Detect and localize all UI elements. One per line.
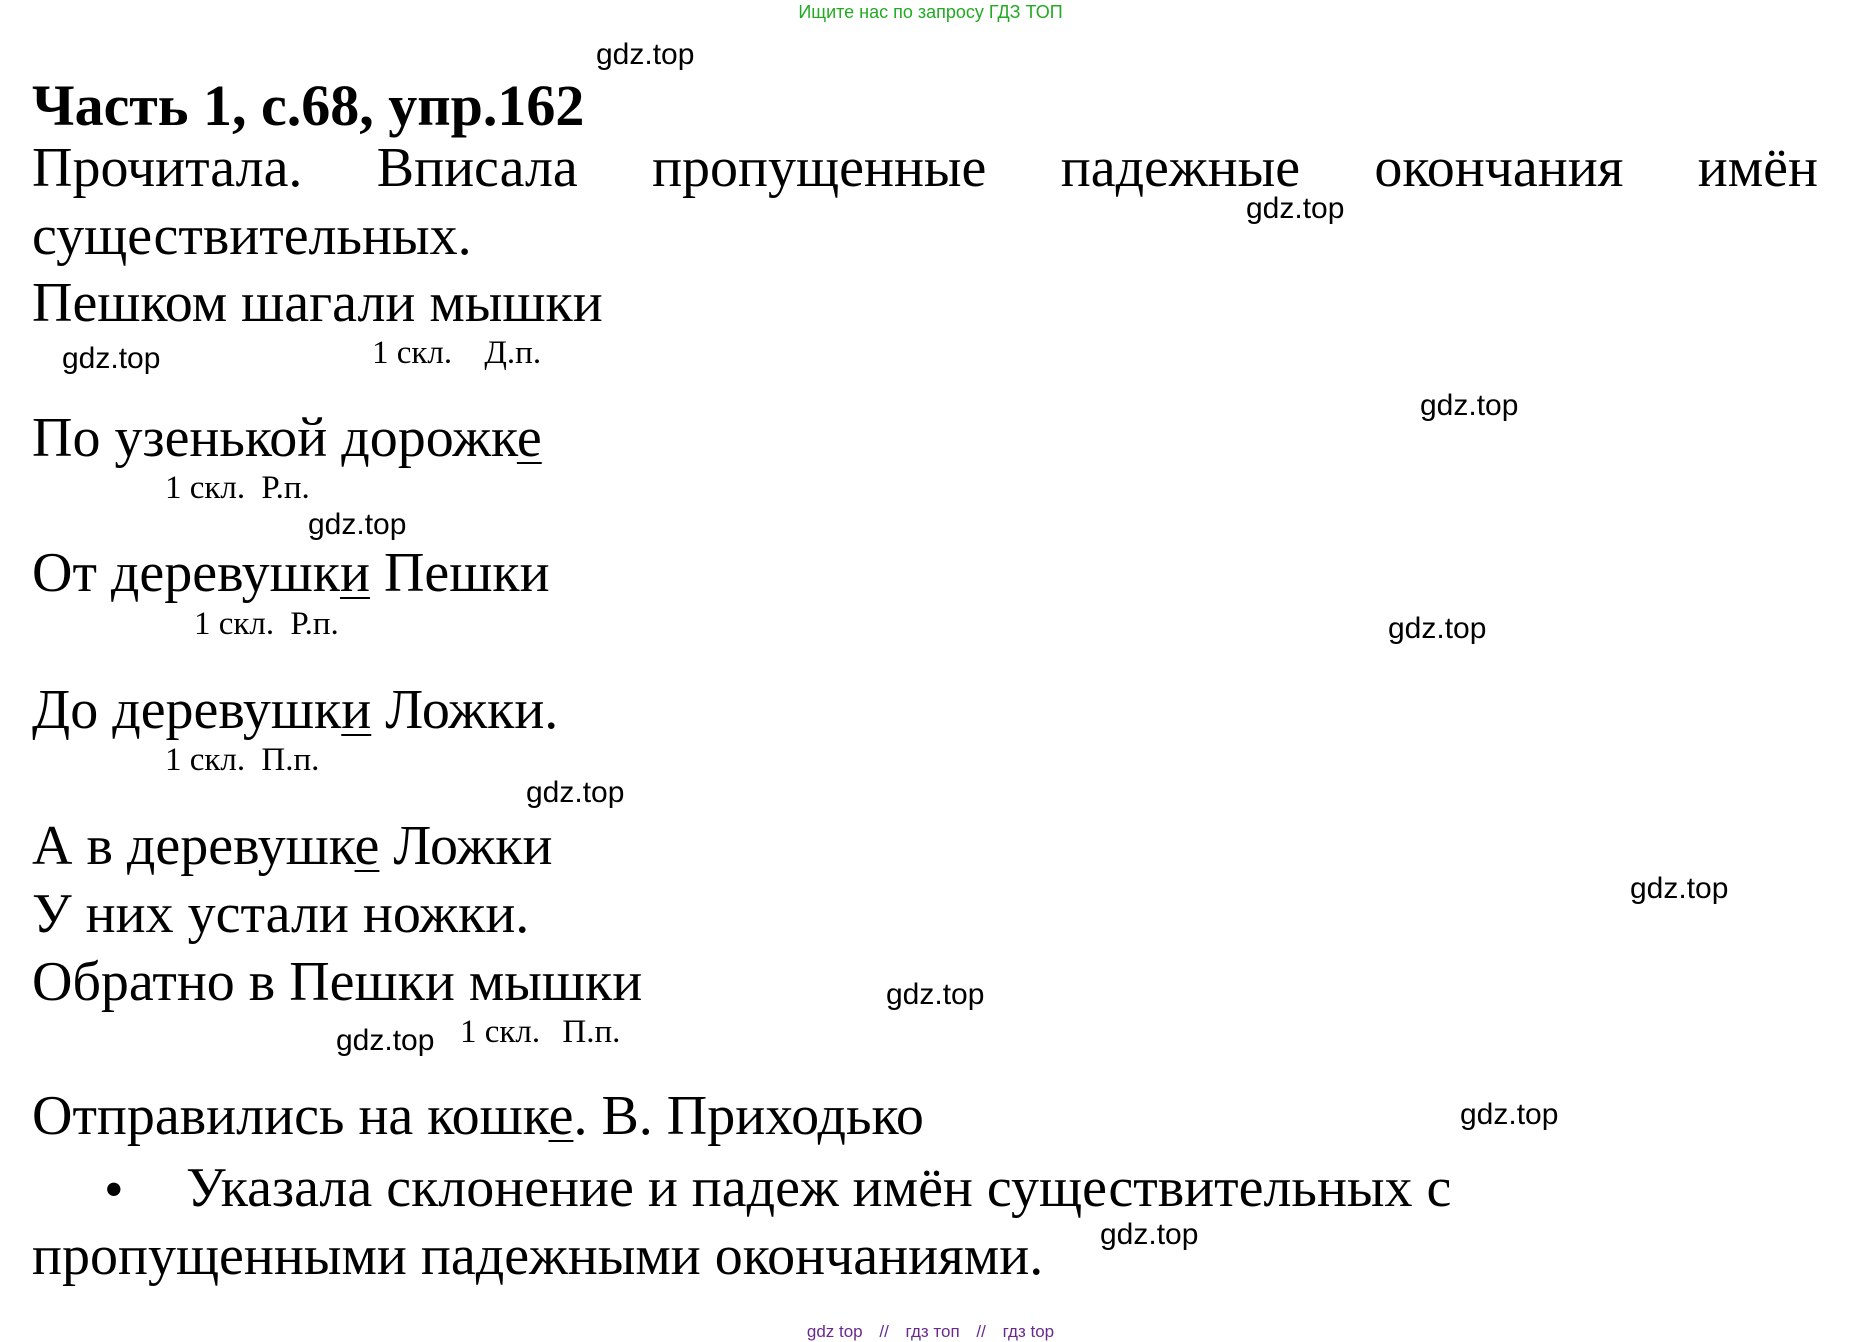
top-banner: Ищите нас по запросу ГДЗ ТОП	[798, 2, 1063, 22]
poem-text: От деревушк	[32, 542, 340, 604]
case-label: Д.п.	[484, 335, 542, 371]
watermark: gdz.top	[1100, 1218, 1199, 1251]
poem-line	[32, 815, 553, 877]
declension-label: 1 скл.	[194, 606, 275, 642]
watermark: gdz.top	[886, 978, 985, 1011]
watermark: gdz.top	[1246, 192, 1345, 225]
watermark: gdz.top	[1460, 1098, 1559, 1131]
declension-label: 1 скл.	[372, 335, 453, 371]
poem-text: У них устали ножки.	[32, 883, 530, 945]
poem-line	[32, 951, 643, 1013]
poem-text: Пешком шагали мышки	[32, 272, 603, 334]
declension-annotation	[372, 335, 541, 372]
poem-text: По узенькой дорожк	[32, 407, 517, 469]
footer-links	[0, 1322, 1861, 1342]
poem-text: Ложки.	[371, 679, 559, 741]
watermark: gdz.top	[1388, 612, 1487, 645]
task-line-2: пропущенными падежными окончаниями.	[32, 1225, 1044, 1287]
bullet-icon: •	[104, 1159, 124, 1221]
case-label: Р.п.	[290, 606, 339, 642]
poem-line	[32, 407, 542, 469]
poem-text: Ложки	[379, 815, 553, 877]
exercise-heading: Часть 1, с.68, упр.162	[32, 73, 585, 138]
intro-line-1: Прочитала. Вписала пропущенные падежные окончания имён	[32, 137, 1818, 199]
footer-link[interactable]: gdz top	[806, 1322, 863, 1341]
footer-separator: //	[879, 1322, 889, 1341]
poem-line	[32, 679, 559, 741]
case-label: П.п.	[562, 1014, 621, 1050]
poem-text: А в деревушк	[32, 815, 355, 877]
declension-label: 1 скл.	[165, 470, 246, 506]
poem-text: Обратно в Пешки мышки	[32, 951, 643, 1013]
declension-annotation	[165, 742, 319, 779]
footer-separator: //	[976, 1322, 986, 1341]
footer-link[interactable]: гдз топ	[905, 1322, 960, 1341]
intro-line-2: существительных.	[32, 205, 472, 267]
poem-text: Пешки	[369, 542, 550, 604]
case-label: Р.п.	[261, 470, 310, 506]
declension-annotation	[194, 606, 339, 643]
case-label: П.п.	[261, 742, 320, 778]
filled-ending: и	[339, 542, 370, 604]
poem-line	[32, 1085, 924, 1147]
filled-ending: е	[354, 815, 380, 877]
poem-line	[32, 542, 550, 604]
watermark: gdz.top	[596, 38, 695, 71]
task-line-1: Указала склонение и падеж имён существительных с	[186, 1157, 1452, 1219]
watermark: gdz.top	[1420, 389, 1519, 422]
watermark: gdz.top	[1630, 872, 1729, 905]
poem-text: До деревушк	[32, 679, 342, 741]
declension-annotation	[165, 470, 310, 507]
declension-annotation	[460, 1014, 620, 1051]
footer-link[interactable]: гдз top	[1002, 1322, 1055, 1341]
watermark: gdz.top	[62, 342, 161, 375]
poem-text: . В. Приходько	[573, 1085, 924, 1147]
poem-text: Отправились на кошк	[32, 1085, 549, 1147]
declension-label: 1 скл.	[165, 742, 246, 778]
poem-line	[32, 883, 530, 945]
watermark: gdz.top	[336, 1024, 435, 1057]
declension-label: 1 скл.	[460, 1014, 541, 1050]
filled-ending: е	[516, 407, 542, 469]
watermark: gdz.top	[526, 776, 625, 809]
poem-line	[32, 272, 603, 334]
filled-ending: и	[341, 679, 372, 741]
watermark: gdz.top	[308, 508, 407, 541]
filled-ending: е	[548, 1085, 574, 1147]
